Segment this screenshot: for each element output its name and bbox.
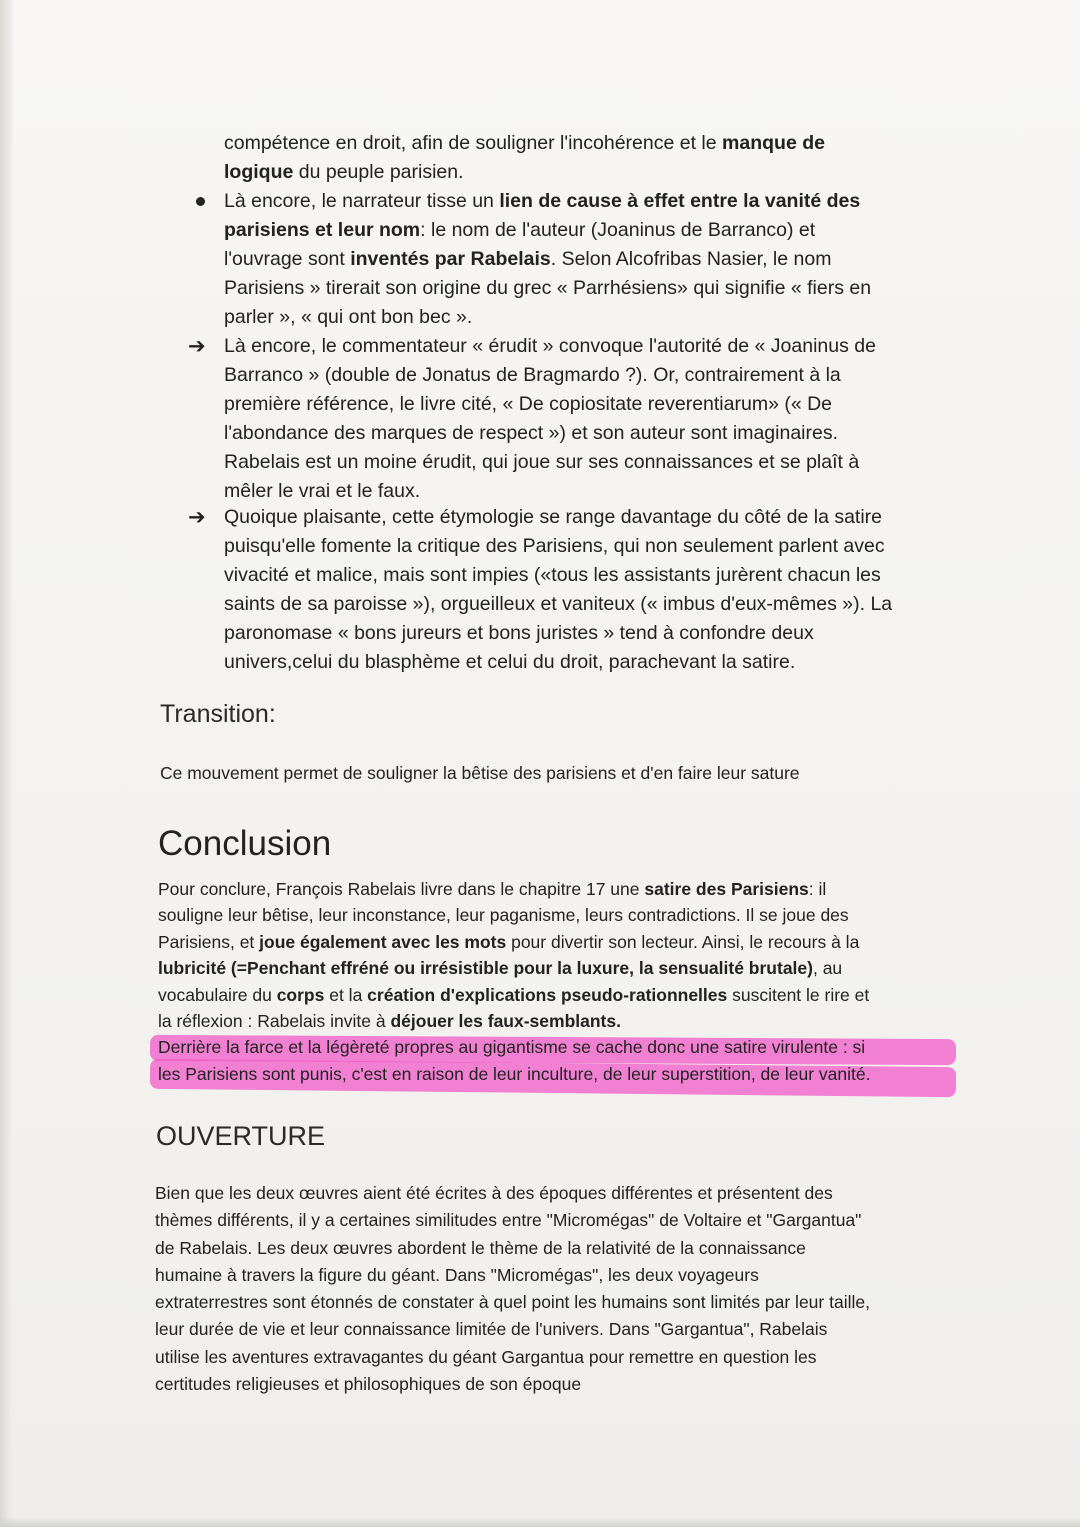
bold-span: création d'explications pseudo-rationnelles <box>367 984 728 1005</box>
text-line: Barranco » (double de Jonatus de Bragmardo ?). Or, contrairement à la <box>224 364 841 386</box>
text-span: : le nom de l'auteur (Joaninus de Barranco) et <box>420 219 816 241</box>
bold-span: lien de cause à effet entre la vanité des <box>499 190 861 212</box>
bold-span: inventés par Rabelais <box>350 248 551 270</box>
text-line: première référence, le livre cité, « De copiositate reverentiarum» (« De <box>224 393 833 415</box>
text-line <box>158 982 988 1008</box>
bold-span: satire des Parisiens <box>644 879 809 899</box>
arrow-paragraph-2 <box>224 503 892 677</box>
text-line: extraterrestres sont étonnés de constater à quel point les humains sont limités par leur taille, <box>155 1292 870 1313</box>
text-span: l'ouvrage sont <box>224 248 351 270</box>
text-span: . Selon Alcofribas Nasier, le nom <box>550 248 832 270</box>
text-line <box>224 158 825 187</box>
text-line <box>158 955 988 981</box>
bold-span: corps <box>276 984 325 1005</box>
text-line: saints de sa paroisse »), orgueilleux et vaniteux (« imbus d'eux-mêmes »). La <box>224 593 893 615</box>
arrow-paragraph-1 <box>224 332 876 506</box>
bold-span: déjouer les faux-semblants. <box>390 1011 621 1032</box>
text-line: puisqu'elle fomente la critique des Parisiens, qui non seulement parlent avec <box>224 535 885 557</box>
text-span: : il <box>808 879 827 899</box>
text-span: pour divertir son lecteur. Ainsi, le recours à la <box>506 931 860 952</box>
text-line <box>224 216 871 245</box>
text-span: du peuple parisien. <box>293 161 464 183</box>
bold-span: manque de <box>722 132 825 154</box>
arrow-right-icon: ➔ <box>188 335 206 358</box>
bold-span: lubricité (=Penchant effréné ou irrésistible pour la luxure, la sensualité brutale) <box>158 958 813 979</box>
text-line <box>224 187 871 216</box>
arrow-right-icon: ➔ <box>188 506 206 529</box>
text-line: Rabelais est un moine érudit, qui joue sur ses connaissances et se plaît à <box>224 451 860 473</box>
text-line: humaine à travers la figure du géant. Dans "Micromégas", les deux voyageurs <box>155 1264 759 1285</box>
bullet-icon <box>196 197 205 206</box>
text-span: compétence en droit, afin de souligner l'incohérence et le <box>224 132 723 154</box>
text-span: suscitent le rire et <box>727 984 870 1005</box>
text-span: la réflexion : Rabelais invite à <box>158 1011 391 1032</box>
ouverture-paragraph <box>155 1180 985 1398</box>
text-span: , au <box>812 958 843 979</box>
bullet-paragraph <box>224 187 871 332</box>
text-line: utilise les aventures extravagantes du géant Gargantua pour remettre en question les <box>155 1346 817 1367</box>
text-line: Parisiens » tirerait son origine du grec « Parrhésiens» qui signifie « fiers en <box>224 277 872 299</box>
transition-text: Ce mouvement permet de souligner la bêtise des parisiens et d'en faire leur sature <box>160 763 800 783</box>
text-line: Là encore, le commentateur « érudit » convoque l'autorité de « Joaninus de <box>224 335 876 357</box>
ouverture-heading: OUVERTURE <box>156 1121 326 1151</box>
text-span: Là encore, le narrateur tisse un <box>224 190 500 212</box>
text-line <box>224 245 871 274</box>
bold-span: parisiens et leur nom <box>224 219 421 241</box>
highlighted-line: les Parisiens sont punis, c'est en raison de leur inculture, de leur superstition, de leur vanité. <box>158 1063 871 1084</box>
text-line <box>158 876 988 902</box>
text-line: parler », « qui ont bon bec ». <box>224 306 473 328</box>
text-line <box>224 129 825 158</box>
text-line: leur durée de vie et leur connaissance limitée de l'univers. Dans "Gargantua", Rabelais <box>155 1319 828 1340</box>
page-bottom-edge <box>0 1517 1080 1527</box>
text-line <box>158 1008 988 1034</box>
text-span: vocabulaire du <box>158 984 277 1005</box>
highlighted-line: Derrière la farce et la légèreté propres au gigantisme se cache donc une satire virulente : si <box>158 1037 866 1058</box>
text-line: mêler le vrai et le faux. <box>224 480 421 502</box>
text-line: Quoique plaisante, cette étymologie se range davantage du côté de la satire <box>224 506 883 528</box>
text-line: l'abondance des marques de respect ») et son auteur sont imaginaires. <box>224 422 839 444</box>
page-left-edge <box>0 0 14 1527</box>
text-line: Bien que les deux œuvres aient été écrites à des époques différentes et présentent des <box>155 1183 833 1203</box>
text-span: Pour conclure, François Rabelais livre dans le chapitre 17 une <box>158 879 645 899</box>
text-line: thèmes différents, il y a certaines similitudes entre "Micromégas" de Voltaire et "Gargantua" <box>155 1210 862 1231</box>
text-line: de Rabelais. Les deux œuvres abordent le thème de la relativité de la connaissance <box>155 1237 806 1258</box>
text-line: souligne leur bêtise, leur inconstance, leur paganisme, leurs contradictions. Il se joue des <box>158 905 849 926</box>
text-line: vivacité et malice, mais sont impies («tous les assistants jurèrent chacun les <box>224 564 881 586</box>
transition-heading: Transition: <box>160 700 276 728</box>
text-line <box>158 929 988 955</box>
text-line: certitudes religieuses et philosophiques de son époque <box>155 1374 582 1395</box>
conclusion-heading: Conclusion <box>158 824 332 863</box>
bold-span: logique <box>224 161 294 183</box>
conclusion-paragraph <box>158 876 988 1087</box>
text-span: et la <box>324 984 368 1005</box>
continuation-paragraph <box>224 129 825 187</box>
bold-span: joue également avec les mots <box>259 931 507 952</box>
text-span: Parisiens, et <box>158 931 260 952</box>
text-line: paronomase « bons jureurs et bons juristes » tend à confondre deux <box>224 622 814 644</box>
text-line: univers,celui du blasphème et celui du droit, parachevant la satire. <box>224 651 796 673</box>
